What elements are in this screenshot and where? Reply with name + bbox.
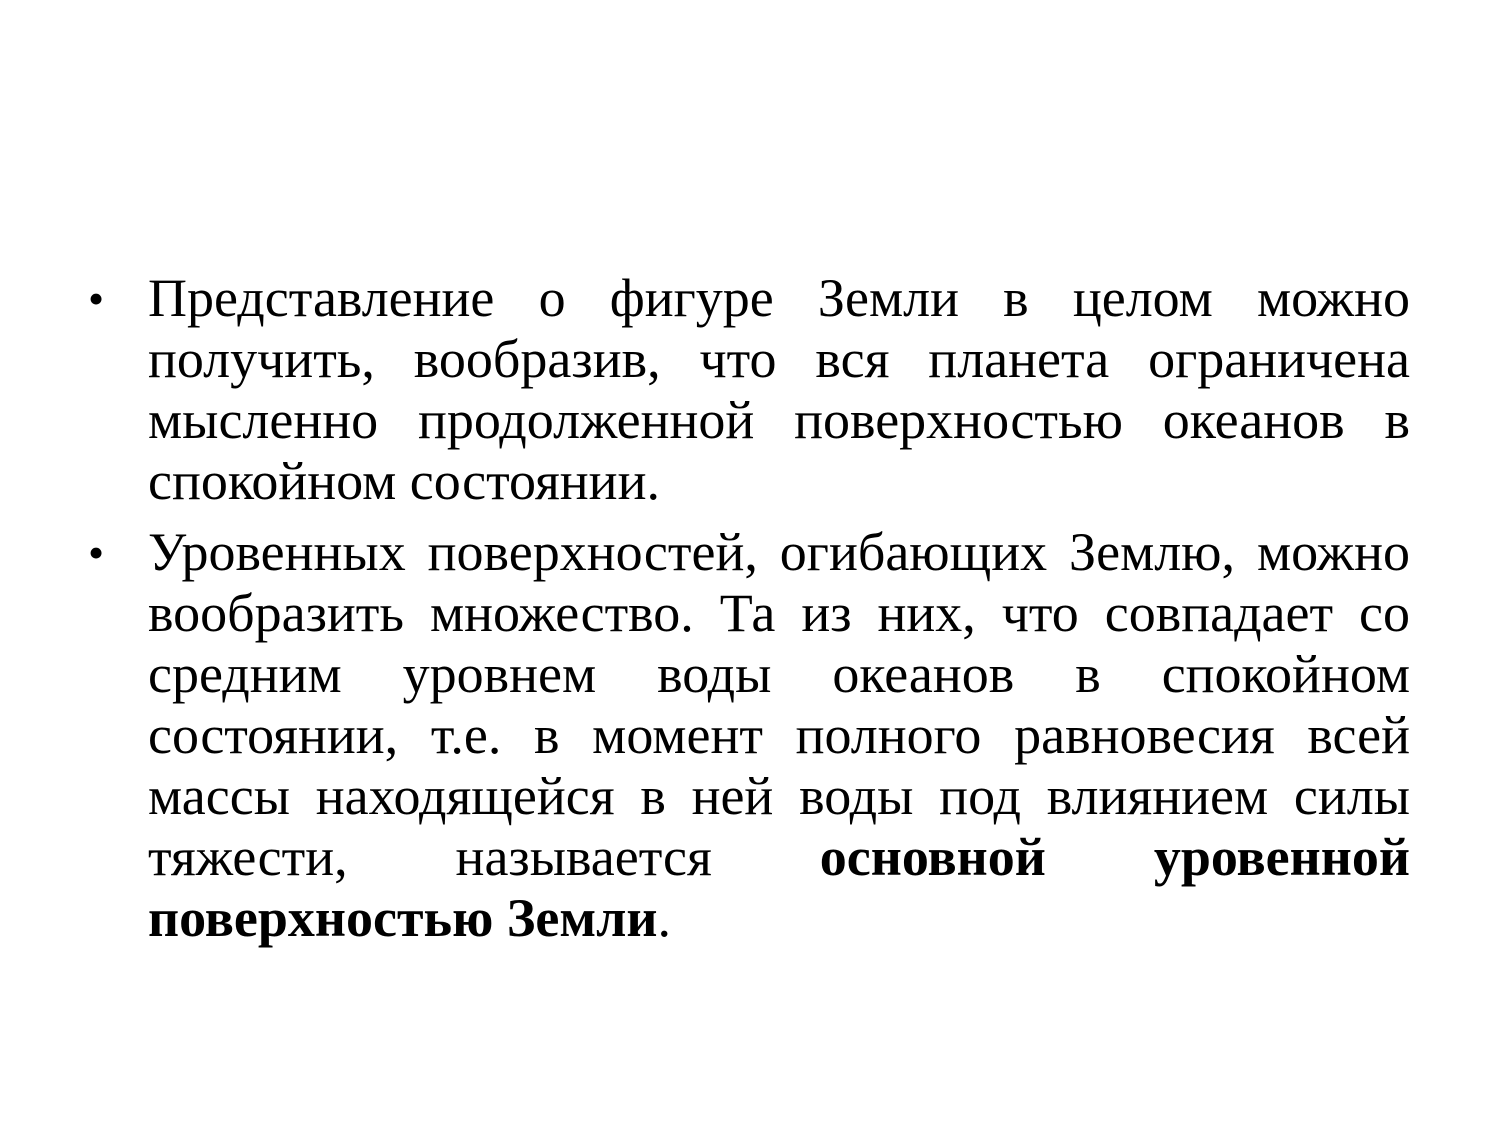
bullet-text: Уровенных поверхностей, огибающих Землю, можно вообразить множество. Та из них, что совпадает со средним уровнем воды океанов в спокойном состоянии, т.е. в момент полного равновесия всей массы находящейся в ней воды под влиянием силы тяжести, называется bbox=[148, 522, 1410, 887]
bullet-icon: • bbox=[88, 527, 105, 578]
bullet-tail: . bbox=[657, 888, 672, 948]
bullet-list bbox=[88, 268, 1410, 959]
bullet-item-figure-of-earth bbox=[88, 268, 1410, 512]
key-term: основной уровенной поверхностью Земли bbox=[148, 827, 1410, 948]
bullet-text: Представление о фигуре Земли в целом можно получить, вообразив, что вся планета ограничена мысленно продолженной поверхностью океанов в спокойном состоянии. bbox=[148, 268, 1410, 511]
bullet-item-level-surfaces bbox=[88, 522, 1410, 949]
bullet-icon: • bbox=[88, 273, 105, 324]
